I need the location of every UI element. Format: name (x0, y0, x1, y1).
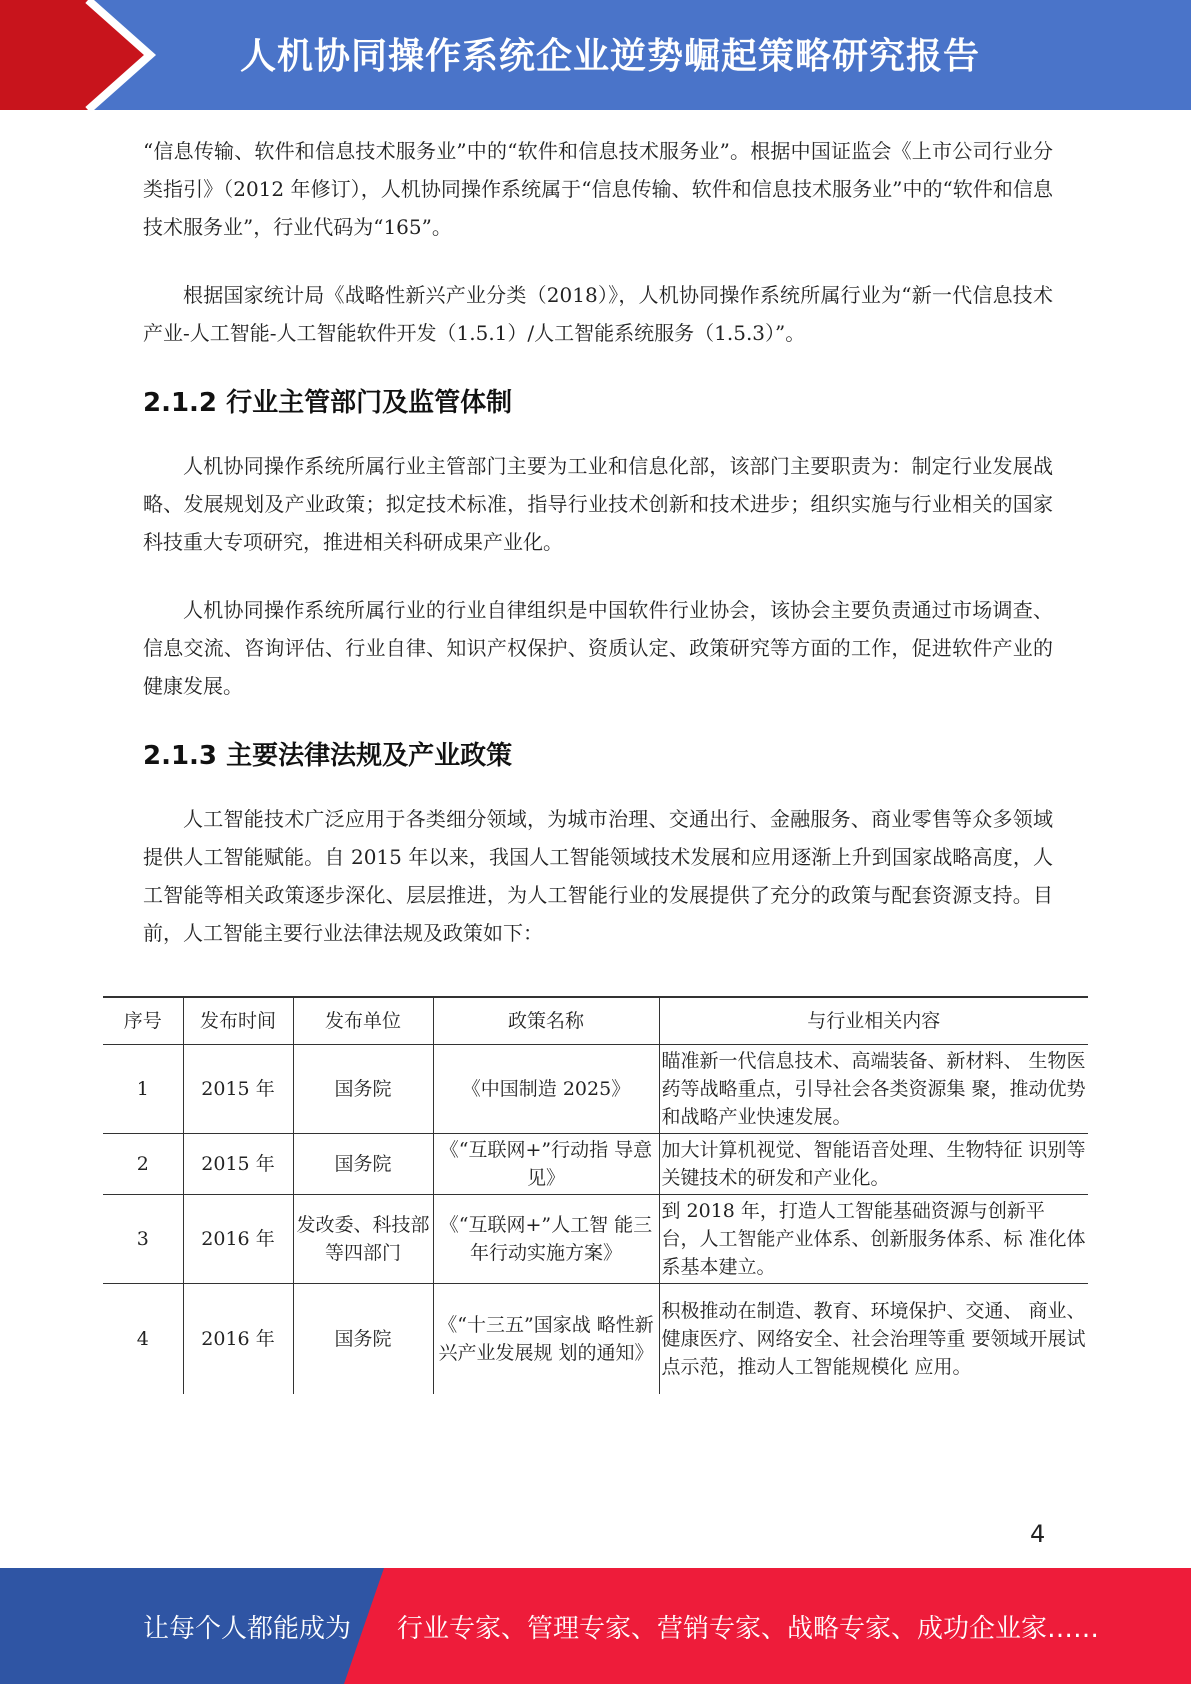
cell-index: 3 (103, 1195, 183, 1284)
paragraph-strategic-classification: 根据国家统计局《战略性新兴产业分类（2018）》，人机协同操作系统所属行业为“新一代信息技术产业-人工智能-人工智能软件开发（1.5.1）/人工智能系统服务（1.5.3）”。 (143, 283, 1053, 345)
cell-date: 2015 年 (183, 1045, 293, 1134)
col-header-date: 发布时间 (183, 997, 293, 1045)
cell-issuer: 国务院 (293, 1284, 433, 1394)
cell-policy-name: 《“互联网+”人工智 能三年行动实施方案》 (433, 1195, 659, 1284)
cell-issuer: 国务院 (293, 1134, 433, 1195)
section-heading-2-1-3: 2.1.3 主要法律法规及产业政策 (143, 741, 513, 771)
col-header-policy-name: 政策名称 (433, 997, 659, 1045)
paragraph-self-regulatory-org: 人机协同操作系统所属行业的行业自律组织是中国软件行业协会，该协会主要负责通过市场调查、信息交流、咨询评估、行业自律、知识产权保护、资质认定、政策研究等方面的工作，促进软件产业的健康发展。 (143, 598, 1053, 698)
cell-issuer: 国务院 (293, 1045, 433, 1134)
footer-slogan-left: 让每个人都能成为 (143, 1614, 352, 1644)
cell-index: 1 (103, 1045, 183, 1134)
table-row (103, 1195, 1088, 1284)
section-heading-2-1-2: 2.1.2 行业主管部门及监管体制 (143, 388, 513, 418)
table-row (103, 1045, 1088, 1134)
cell-date: 2016 年 (183, 1284, 293, 1394)
footer-slogan-right: 行业专家、管理专家、营销专家、战略专家、成功企业家…… (397, 1614, 1100, 1644)
cell-index: 2 (103, 1134, 183, 1195)
policy-table (103, 996, 1088, 1394)
paragraph-competent-authority: 人机协同操作系统所属行业主管部门主要为工业和信息化部，该部门主要职责为：制定行业发展战略、发展规划及产业政策；拟定技术标准，指导行业技术创新和技术进步；组织实施与行业相关的国家科技重大专项研究，推进相关科研成果产业化。 (143, 454, 1053, 554)
cell-policy-name: 《“互联网+”行动指 导意见》 (433, 1134, 659, 1195)
main-content (143, 132, 1053, 982)
table-header-row (103, 997, 1088, 1045)
table-row (103, 1284, 1088, 1394)
cell-policy-name: 《“十三五”国家战 略性新兴产业发展规 划的通知》 (433, 1284, 659, 1394)
page-header (0, 0, 1191, 110)
cell-content: 瞄准新一代信息技术、高端装备、新材料、 生物医药等战略重点，引导社会各类资源集 聚，推动优势和战略产业快速发展。 (659, 1045, 1088, 1134)
cell-index: 4 (103, 1284, 183, 1394)
cell-issuer: 发改委、科技部等四部门 (293, 1195, 433, 1284)
col-header-relevant-content: 与行业相关内容 (659, 997, 1088, 1045)
cell-content: 加大计算机视觉、智能语音处理、生物特征 识别等关键技术的研发和产业化。 (659, 1134, 1088, 1195)
col-header-index: 序号 (103, 997, 183, 1045)
cell-content: 积极推动在制造、教育、环境保护、交通、 商业、健康医疗、网络安全、社会治理等重 要领域开展试点示范，推动人工智能规模化 应用。 (659, 1284, 1088, 1394)
table-row (103, 1134, 1088, 1195)
page-footer (0, 1568, 1191, 1684)
paragraph-ai-policy-intro: 人工智能技术广泛应用于各类细分领域，为城市治理、交通出行、金融服务、商业零售等众多领域提供人工智能赋能。自 2015 年以来，我国人工智能领域技术发展和应用逐渐上升到国家战略高度，人工智能等相关政策逐步深化、层层推进，为人工智能行业的发展提供了充分的政策与配套资源支持。目前，人工智能主要行业法律法规及政策如下： (143, 807, 1053, 945)
cell-date: 2016 年 (183, 1195, 293, 1284)
page-number: 4 (1030, 1520, 1046, 1548)
paragraph-industry-classification: “信息传输、软件和信息技术服务业”中的“软件和信息技术服务业”。根据中国证监会《上市公司行业分类指引》（2012 年修订），人机协同操作系统属于“信息传输、软件和信息技术服务业”中的“软件和信息技术服务业”，行业代码为“165”。 (143, 139, 1053, 239)
col-header-issuer: 发布单位 (293, 997, 433, 1045)
cell-content: 到 2018 年，打造人工智能基础资源与创新平 台，人工智能产业体系、创新服务体系、标 准化体系基本建立。 (659, 1195, 1088, 1284)
cell-policy-name: 《中国制造 2025》 (433, 1045, 659, 1134)
report-title: 人机协同操作系统企业逆势崛起策略研究报告 (240, 36, 981, 77)
cell-date: 2015 年 (183, 1134, 293, 1195)
